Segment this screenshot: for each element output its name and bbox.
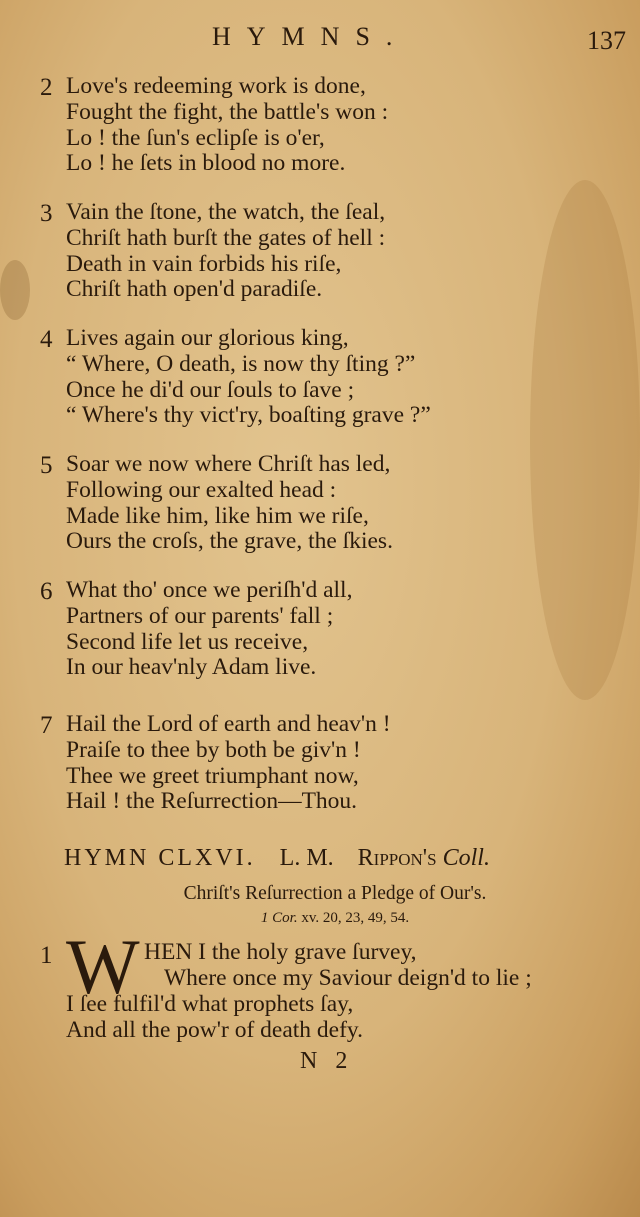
verse-line: Following our exalted head : [66, 476, 337, 503]
verse-line: Made like him, like him we riſe, [66, 502, 369, 529]
verse-line: Partners of our parents' fall ; [66, 602, 334, 629]
verse-line: Second life let us receive, [66, 628, 309, 655]
verse-line: Chriſt hath open'd paradiſe. [66, 276, 323, 303]
scripture-verses: xv. 20, 23, 49, 54. [301, 910, 410, 926]
verse-line: Thee we greet triumphant now, [66, 762, 359, 789]
hymn-verse-1 [40, 923, 620, 1050]
verse-number: 2 [40, 74, 53, 101]
verse-number: 1 [40, 942, 53, 969]
verse-line: Lo ! he ſets in blood no more. [66, 150, 346, 177]
verse-line: “ Where, O death, is now thy ſting ?” [66, 350, 416, 377]
signature-mark: N 2 [300, 1048, 354, 1074]
hymn-heading [64, 845, 634, 872]
verse-line: Where once my Saviour deign'd to lie ; [164, 965, 532, 991]
verse-line: Love's redeeming work is done, [66, 73, 366, 99]
verse-line: Chriſt hath burſt the gates of hell : [66, 224, 386, 251]
verse-line: What tho' once we periſh'd all, [66, 577, 353, 603]
verse-line: In our heav'nly Adam live. [66, 654, 317, 681]
paper-stain [0, 260, 30, 320]
verse-line: Soar we now where Chriſt has led, [66, 451, 391, 477]
verse-line: Ours the croſs, the grave, the ſkies. [66, 528, 393, 555]
hymn-subtitle: Chriſt's Reſurrection a Pledge of Our's. [183, 883, 487, 904]
drop-cap: W [66, 923, 140, 1010]
verse-line: And all the pow'r of death defy. [66, 1017, 364, 1043]
paper-stain [530, 180, 640, 700]
hymn-number: HYMN CLXVI. [64, 845, 256, 871]
verse-line: Fought the fight, the battle's won : [66, 98, 389, 125]
hymn-source-suffix: Coll. [442, 845, 490, 871]
verse-line: Lo ! the ſun's eclipſe is o'er, [66, 124, 325, 151]
verse-number: 5 [40, 452, 53, 479]
verse-line: I ſee fulfil'd what prophets ſay, [66, 991, 354, 1017]
page-number: 137 [587, 26, 626, 55]
running-title: HYMNS. [212, 22, 409, 51]
verse-line: Hail the Lord of earth and heav'n ! [66, 711, 391, 737]
running-head [0, 22, 640, 58]
verse-line: Lives again our glorious king, [66, 325, 349, 351]
verse-line: Hail ! the Reſurrection—Thou. [66, 788, 358, 815]
hymn-meter: L. M. [279, 845, 334, 871]
verse-line: Death in vain forbids his riſe, [66, 250, 342, 277]
verse-number: 3 [40, 200, 53, 227]
hymn-source: Rippon's [357, 845, 437, 871]
verse-line: HEN I the holy grave ſurvey, [144, 939, 417, 965]
verse-line: Once he di'd our ſouls to ſave ; [66, 376, 355, 403]
verse-line: Praiſe to thee by both be giv'n ! [66, 736, 361, 763]
verse-number: 7 [40, 712, 53, 739]
verse-line: “ Where's thy vict'ry, boaſting grave ?” [66, 402, 431, 429]
verse-number: 6 [40, 578, 53, 605]
verse-line: Vain the ſtone, the watch, the ſeal, [66, 199, 386, 225]
verse-number: 4 [40, 326, 53, 353]
scripture-book: 1 Cor. [260, 910, 298, 926]
